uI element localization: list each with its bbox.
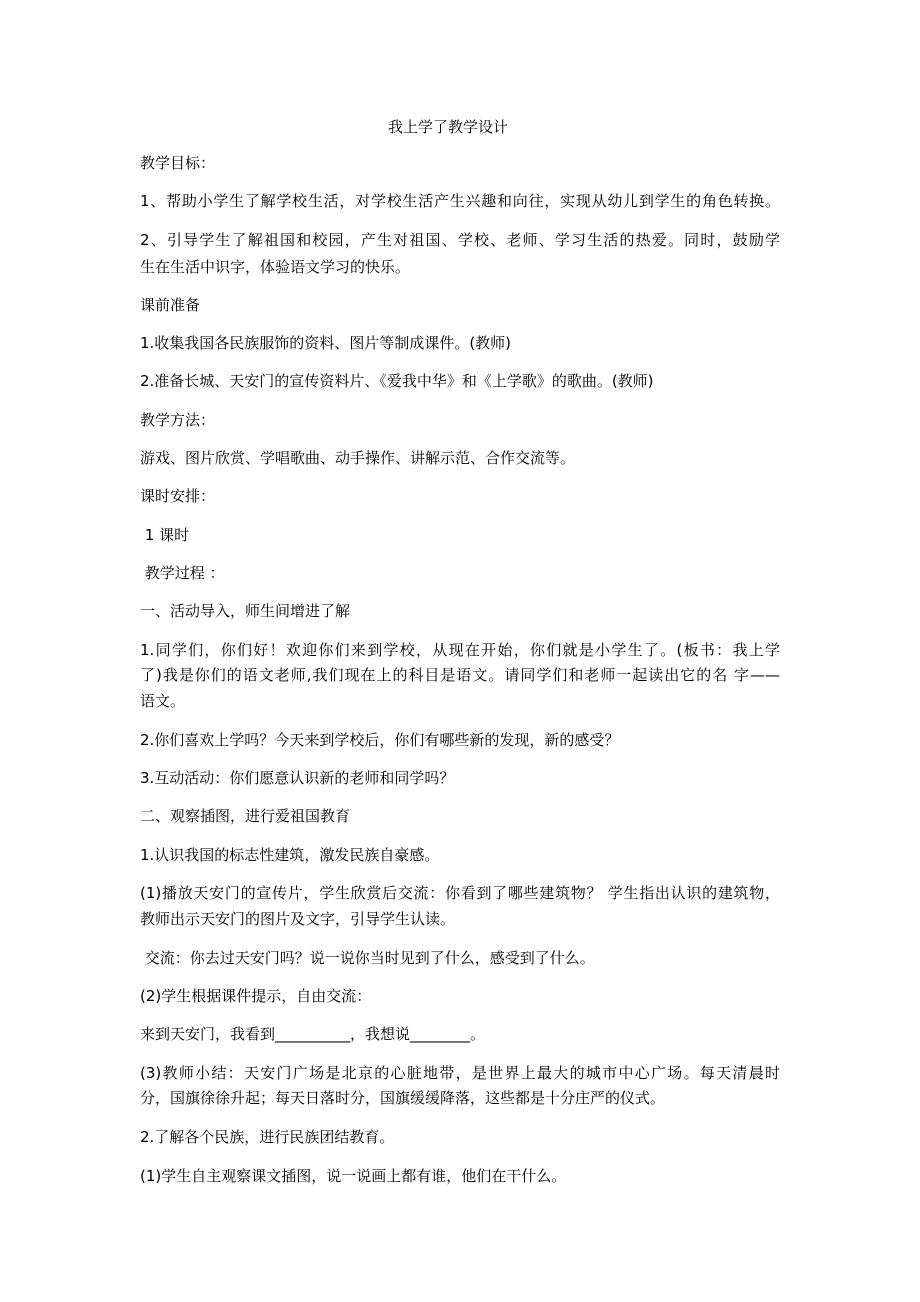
part-1-item-2: 2.你们喜欢上学吗？今天来到学校后，你们有哪些新的发现，新的感受？ xyxy=(140,731,620,749)
part-1-item-3: 3.互动活动：你们愿意认识新的老师和同学吗？ xyxy=(140,769,455,787)
part-2-heading: 二、观察插图，进行爱祖国教育 xyxy=(140,807,351,825)
part-1-item-1-line-2: 了)我是你们的语文老师,我们现在上的科目是语文。请同学们和老师一起读出它的名 字—— xyxy=(140,666,780,684)
methods-text: 游戏、图片欣赏、学唱歌曲、动手操作、讲解示范、合作交流等。 xyxy=(140,449,576,467)
section-heading-objectives: 教学目标： xyxy=(140,154,216,172)
objective-1: 1、帮助小学生了解学校生活，对学校生活产生兴趣和向往，实现从幼儿到学生的角色转换。 xyxy=(140,192,780,210)
document-title: 我上学了教学设计 xyxy=(387,118,508,136)
part-2-exchange: 交流：你去过天安门吗？说一说你当时见到了什么，感受到了什么。 xyxy=(140,949,595,967)
part-1-item-1-line-1: 1.同学们，你们好！欢迎你们来到学校，从现在开始，你们就是小学生了。(板书：我上学 xyxy=(140,641,780,659)
preparation-2: 2.准备长城、天安门的宣传资料片、《爱我中华》和《上学歌》的歌曲。(教师) xyxy=(140,372,654,390)
part-2-fill-in-sentence: 来到天安门，我看到__________，我想说________。 xyxy=(140,1025,486,1043)
objective-2-line-2: 生在生活中识字，体验语文学习的快乐。 xyxy=(140,258,411,276)
part-2-sub-3-line-1: (3)教师小结：天安门广场是北京的心脏地带，是世界上最大的城市中心广场。每天清晨时 xyxy=(140,1064,780,1082)
section-heading-methods: 教学方法： xyxy=(140,411,216,429)
part-2-sub-1-line-2: 教师出示天安门的图片及文字，引导学生认读。 xyxy=(140,910,456,928)
part-2-item-2-sub-1: (1)学生自主观察课文插图，说一说画上都有谁，他们在干什么。 xyxy=(140,1167,567,1185)
section-heading-preparation: 课前准备 xyxy=(140,296,201,314)
part-2-sub-3-line-2: 分，国旗徐徐升起；每天日落时分，国旗缓缓降落，这些都是十分庄严的仪式。 xyxy=(140,1089,666,1107)
objective-2-line-1: 2、引导学生了解祖国和校园，产生对祖国、学校、老师、学习生活的热爱。同时，鼓励学 xyxy=(140,231,780,249)
schedule-text: 1 课时 xyxy=(140,526,190,544)
part-2-item-2: 2.了解各个民族，进行民族团结教育。 xyxy=(140,1128,395,1146)
part-1-heading: 一、活动导入，师生间增进了解 xyxy=(140,602,351,620)
part-2-sub-2: (2)学生根据课件提示，自由交流： xyxy=(140,987,372,1005)
preparation-1: 1.收集我国各民族服饰的资料、图片等制成课件。(教师) xyxy=(140,334,512,352)
part-2-sub-1-line-1: (1)播放天安门的宣传片，学生欣赏后交流：你看到了哪些建筑物？ 学生指出认识的建筑物， xyxy=(140,884,780,902)
part-2-item-1: 1.认识我国的标志性建筑，激发民族自豪感。 xyxy=(140,846,440,864)
section-heading-process: 教学过程 ： xyxy=(140,564,225,582)
section-heading-schedule: 课时安排： xyxy=(140,487,216,505)
part-1-item-1-line-3: 语文。 xyxy=(140,692,186,710)
